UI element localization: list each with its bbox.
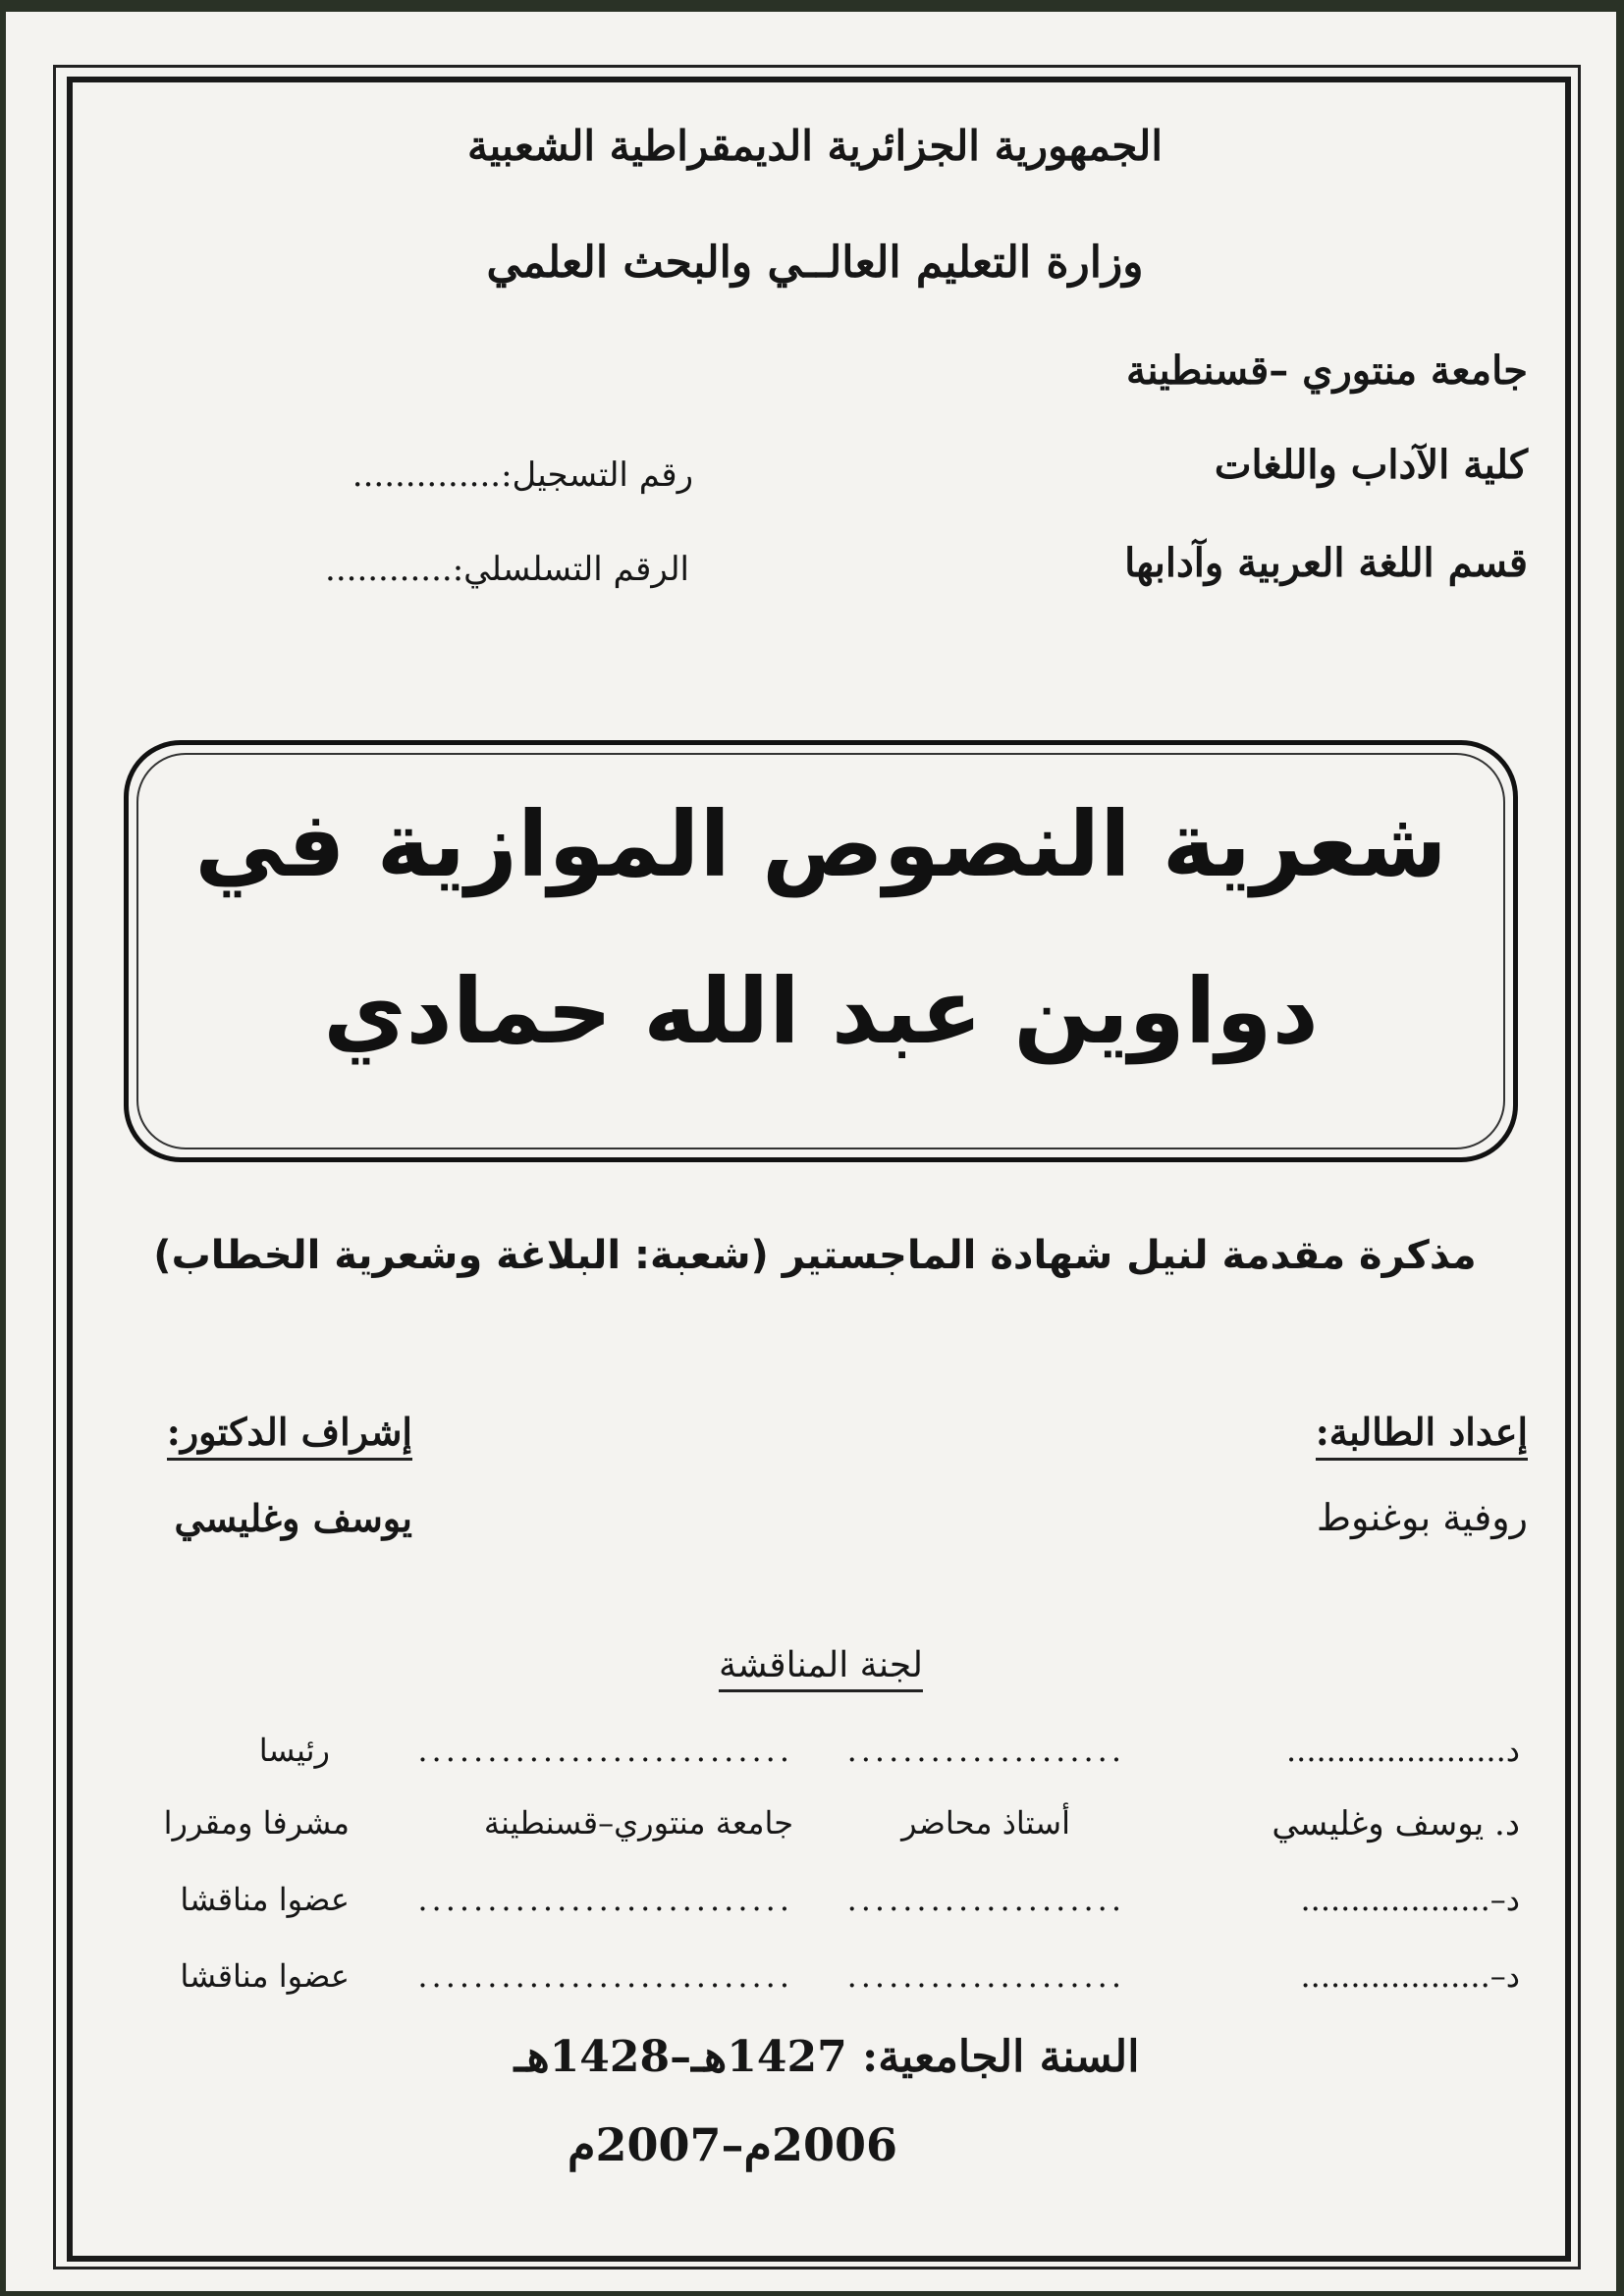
committee-member-institution: ........................... — [417, 1732, 793, 1769]
academic-year-gregorian: 2006م–2007م — [567, 2118, 898, 2171]
committee-member-role: رئيسا — [258, 1732, 330, 1769]
committee-member-rank: .................... — [846, 1957, 1125, 1995]
committee-member-rank: .................... — [846, 1881, 1125, 1918]
republic-heading: الجمهورية الجزائرية الديمقراطية الشعبية — [466, 122, 1164, 170]
university-name: جامعة منتوري –قسنطينة — [1125, 347, 1528, 394]
thesis-subtitle: مذكرة مقدمة لنيل شهادة الماجستير (شعبة: البلاغة وشعرية الخطاب) — [153, 1233, 1477, 1278]
faculty-name: كلية الآداب واللغات — [1214, 442, 1528, 488]
committee-member-name: د–................... — [1300, 1957, 1520, 1995]
title-frame — [124, 740, 1518, 1162]
committee-member-institution: ........................... — [417, 1957, 793, 1995]
committee-member-role: مشرفا ومقررا — [163, 1804, 350, 1842]
department-name: قسم اللغة العربية وآدابها — [1124, 540, 1528, 586]
committee-member-institution: ........................... — [417, 1881, 793, 1918]
supervisor-heading: إشراف الدكتور: — [167, 1410, 412, 1461]
document-page — [6, 12, 1616, 2291]
inner-border — [67, 77, 1571, 2262]
academic-year-hijri: السنة الجامعية: 1427هـ–1428هـ — [514, 2032, 1140, 2082]
serial-number-label: الرقم التسلسلي:............ — [325, 550, 689, 589]
committee-member-name: د...................... — [1285, 1732, 1520, 1769]
supervisor-name: يوسف وغليسي — [174, 1496, 412, 1540]
committee-heading: لجنة المناقشة — [719, 1645, 923, 1692]
registration-number-label: رقم التسجيل:.............. — [352, 455, 693, 495]
student-name: روفية بوغنوط — [1316, 1496, 1528, 1539]
student-heading: إعداد الطالبة: — [1316, 1410, 1528, 1461]
committee-member-rank: أستاذ محاضر — [901, 1804, 1070, 1842]
committee-member-role: عضوا مناقشا — [180, 1881, 350, 1918]
committee-member-rank: .................... — [846, 1732, 1125, 1769]
committee-member-name: د–................... — [1300, 1881, 1520, 1918]
ministry-heading: وزارة التعليم العالــي والبحث العلمي — [486, 238, 1144, 288]
committee-member-role: عضوا مناقشا — [180, 1957, 350, 1995]
committee-member-name: د. يوسف وغليسي — [1272, 1804, 1520, 1843]
thesis-title-line-2: دواوين عبد الله حمادي — [323, 959, 1319, 1064]
thesis-title-line-1: شعرية النصوص الموازية في — [194, 792, 1447, 897]
committee-member-institution: جامعة منتوري–قسنطينة — [483, 1804, 793, 1842]
